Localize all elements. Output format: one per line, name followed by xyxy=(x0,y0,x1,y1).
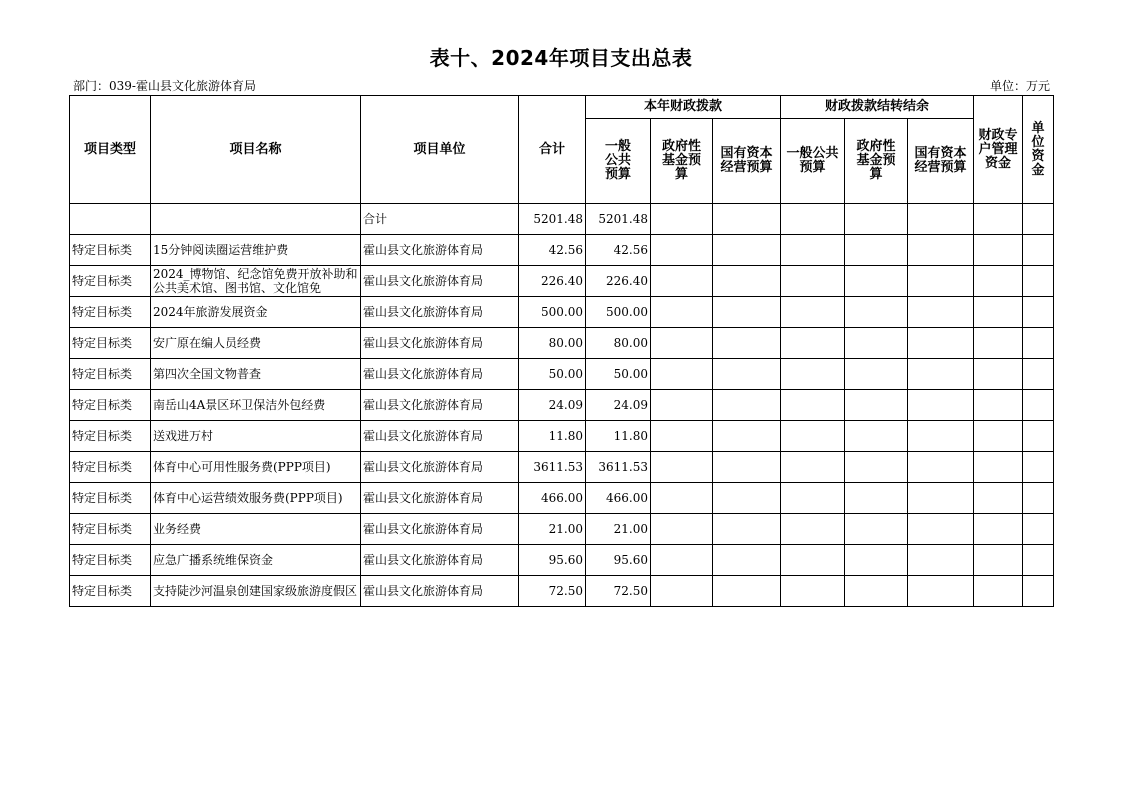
project-total-cell: 24.09 xyxy=(519,390,586,421)
empty-cell xyxy=(1023,328,1054,359)
empty-cell xyxy=(1023,483,1054,514)
project-general-cell: 95.60 xyxy=(586,545,651,576)
project-name-cell: 2024_博物馆、纪念馆免费开放补助和公共美术馆、图书馆、文化馆免 xyxy=(151,266,361,297)
project-name-cell: 应急广播系统维保资金 xyxy=(151,545,361,576)
empty-cell xyxy=(781,514,845,545)
project-type-cell: 特定目标类 xyxy=(70,328,151,359)
project-total-cell: 226.40 xyxy=(519,266,586,297)
empty-cell xyxy=(1023,514,1054,545)
table-row xyxy=(70,328,1054,359)
empty-cell xyxy=(845,235,908,266)
table-row xyxy=(70,421,1054,452)
empty-cell xyxy=(908,421,974,452)
empty-cell xyxy=(781,297,845,328)
department-label: 部门：039-霍山县文化旅游体育局 xyxy=(73,79,256,93)
project-name-cell: 南岳山4A景区环卫保洁外包经费 xyxy=(151,390,361,421)
empty-cell xyxy=(974,514,1023,545)
project-general-cell: 50.00 xyxy=(586,359,651,390)
empty-cell xyxy=(713,235,781,266)
empty-cell xyxy=(908,545,974,576)
empty-cell xyxy=(908,204,974,235)
empty-cell xyxy=(974,421,1023,452)
empty-cell xyxy=(781,421,845,452)
header-org: 项目单位 xyxy=(361,96,519,204)
empty-cell xyxy=(651,328,713,359)
project-general-cell: 72.50 xyxy=(586,576,651,607)
header-state-capital: 国有资本经营预算 xyxy=(713,119,781,204)
empty-cell xyxy=(845,576,908,607)
project-type-cell: 特定目标类 xyxy=(70,359,151,390)
table-row xyxy=(70,483,1054,514)
empty-cell xyxy=(651,297,713,328)
project-total-cell: 95.60 xyxy=(519,545,586,576)
empty-cell xyxy=(713,266,781,297)
empty-cell xyxy=(651,204,713,235)
empty-cell xyxy=(845,545,908,576)
project-org-cell: 霍山县文化旅游体育局 xyxy=(361,514,519,545)
empty-cell xyxy=(781,483,845,514)
empty-cell xyxy=(651,359,713,390)
header-name: 项目名称 xyxy=(151,96,361,204)
project-type-cell: 特定目标类 xyxy=(70,514,151,545)
header-carry-gov-fund: 政府性基金预算 xyxy=(845,119,908,204)
empty-cell xyxy=(974,328,1023,359)
empty-cell xyxy=(908,514,974,545)
project-type-cell: 特定目标类 xyxy=(70,452,151,483)
header-general: 一般公共预算 xyxy=(586,119,651,204)
empty-cell xyxy=(845,452,908,483)
project-org-cell: 霍山县文化旅游体育局 xyxy=(361,266,519,297)
empty-cell xyxy=(713,421,781,452)
header-unit-funds: 单位资金 xyxy=(1023,96,1054,204)
empty-cell xyxy=(1023,204,1054,235)
project-org-cell: 霍山县文化旅游体育局 xyxy=(361,235,519,266)
project-org-cell: 霍山县文化旅游体育局 xyxy=(361,421,519,452)
empty-cell xyxy=(1023,390,1054,421)
empty-cell xyxy=(713,576,781,607)
total-type-cell xyxy=(70,204,151,235)
project-org-cell: 霍山县文化旅游体育局 xyxy=(361,297,519,328)
unit-label: 单位：万元 xyxy=(989,79,1050,93)
project-type-cell: 特定目标类 xyxy=(70,297,151,328)
empty-cell xyxy=(651,390,713,421)
header-group-current: 本年财政拨款 xyxy=(586,96,781,119)
empty-cell xyxy=(845,297,908,328)
empty-cell xyxy=(713,328,781,359)
project-general-cell: 80.00 xyxy=(586,328,651,359)
project-name-cell: 15分钟阅读圈运营维护费 xyxy=(151,235,361,266)
empty-cell xyxy=(845,328,908,359)
empty-cell xyxy=(781,235,845,266)
project-general-cell: 24.09 xyxy=(586,390,651,421)
total-sum-cell: 5201.48 xyxy=(519,204,586,235)
project-general-cell: 42.56 xyxy=(586,235,651,266)
empty-cell xyxy=(651,483,713,514)
project-general-cell: 466.00 xyxy=(586,483,651,514)
table-row xyxy=(70,235,1054,266)
empty-cell xyxy=(1023,421,1054,452)
project-org-cell: 霍山县文化旅游体育局 xyxy=(361,576,519,607)
empty-cell xyxy=(781,204,845,235)
header-gov-fund: 政府性基金预算 xyxy=(651,119,713,204)
project-rows xyxy=(70,235,1054,607)
empty-cell xyxy=(974,452,1023,483)
project-org-cell: 霍山县文化旅游体育局 xyxy=(361,328,519,359)
empty-cell xyxy=(974,545,1023,576)
empty-cell xyxy=(974,235,1023,266)
project-name-cell: 安广原在编人员经费 xyxy=(151,328,361,359)
empty-cell xyxy=(908,576,974,607)
empty-cell xyxy=(651,421,713,452)
table-row xyxy=(70,576,1054,607)
project-name-cell: 第四次全国文物普查 xyxy=(151,359,361,390)
empty-cell xyxy=(651,576,713,607)
project-total-cell: 466.00 xyxy=(519,483,586,514)
empty-cell xyxy=(908,483,974,514)
empty-cell xyxy=(845,359,908,390)
project-general-cell: 226.40 xyxy=(586,266,651,297)
header-group-carry: 财政拨款结转结余 xyxy=(781,96,974,119)
empty-cell xyxy=(974,297,1023,328)
project-name-cell: 体育中心可用性服务费(PPP项目) xyxy=(151,452,361,483)
empty-cell xyxy=(1023,576,1054,607)
empty-cell xyxy=(908,297,974,328)
empty-cell xyxy=(1023,266,1054,297)
empty-cell xyxy=(1023,297,1054,328)
project-type-cell: 特定目标类 xyxy=(70,390,151,421)
empty-cell xyxy=(1023,545,1054,576)
table-row xyxy=(70,545,1054,576)
project-type-cell: 特定目标类 xyxy=(70,421,151,452)
empty-cell xyxy=(1023,235,1054,266)
empty-cell xyxy=(908,359,974,390)
empty-cell xyxy=(713,390,781,421)
project-org-cell: 霍山县文化旅游体育局 xyxy=(361,390,519,421)
project-type-cell: 特定目标类 xyxy=(70,235,151,266)
empty-cell xyxy=(845,483,908,514)
table-row xyxy=(70,297,1054,328)
empty-cell xyxy=(974,266,1023,297)
empty-cell xyxy=(845,514,908,545)
empty-cell xyxy=(974,576,1023,607)
project-name-cell: 送戏进万村 xyxy=(151,421,361,452)
empty-cell xyxy=(713,204,781,235)
empty-cell xyxy=(781,266,845,297)
empty-cell xyxy=(781,328,845,359)
table-row xyxy=(70,390,1054,421)
project-total-cell: 11.80 xyxy=(519,421,586,452)
empty-cell xyxy=(974,359,1023,390)
project-expenditure-table xyxy=(69,95,1054,607)
empty-cell xyxy=(713,483,781,514)
total-row xyxy=(70,204,1054,235)
empty-cell xyxy=(713,297,781,328)
header-carry-state-capital: 国有资本经营预算 xyxy=(908,119,974,204)
project-type-cell: 特定目标类 xyxy=(70,576,151,607)
empty-cell xyxy=(781,359,845,390)
empty-cell xyxy=(908,452,974,483)
empty-cell xyxy=(908,328,974,359)
project-general-cell: 500.00 xyxy=(586,297,651,328)
empty-cell xyxy=(713,359,781,390)
table-row xyxy=(70,266,1054,297)
total-name-cell xyxy=(151,204,361,235)
project-name-cell: 体育中心运营绩效服务费(PPP项目) xyxy=(151,483,361,514)
project-total-cell: 3611.53 xyxy=(519,452,586,483)
empty-cell xyxy=(651,235,713,266)
empty-cell xyxy=(845,390,908,421)
project-name-cell: 业务经费 xyxy=(151,514,361,545)
project-type-cell: 特定目标类 xyxy=(70,545,151,576)
page-title: 表十、2024年项目支出总表 xyxy=(429,46,693,70)
project-total-cell: 50.00 xyxy=(519,359,586,390)
project-name-cell: 2024年旅游发展资金 xyxy=(151,297,361,328)
empty-cell xyxy=(845,421,908,452)
empty-cell xyxy=(781,452,845,483)
project-name-cell: 支持陡沙河温泉创建国家级旅游度假区 xyxy=(151,576,361,607)
project-total-cell: 80.00 xyxy=(519,328,586,359)
empty-cell xyxy=(651,266,713,297)
table-row xyxy=(70,514,1054,545)
empty-cell xyxy=(974,390,1023,421)
empty-cell xyxy=(1023,359,1054,390)
table-row xyxy=(70,452,1054,483)
project-general-cell: 3611.53 xyxy=(586,452,651,483)
header-special-account: 财政专户管理资金 xyxy=(974,96,1023,204)
header-total: 合计 xyxy=(519,96,586,204)
project-type-cell: 特定目标类 xyxy=(70,266,151,297)
project-total-cell: 72.50 xyxy=(519,576,586,607)
header-type: 项目类型 xyxy=(70,96,151,204)
empty-cell xyxy=(781,390,845,421)
empty-cell xyxy=(651,545,713,576)
empty-cell xyxy=(713,545,781,576)
empty-cell xyxy=(845,204,908,235)
project-type-cell: 特定目标类 xyxy=(70,483,151,514)
project-total-cell: 21.00 xyxy=(519,514,586,545)
project-org-cell: 霍山县文化旅游体育局 xyxy=(361,545,519,576)
project-org-cell: 霍山县文化旅游体育局 xyxy=(361,359,519,390)
total-org-cell: 合计 xyxy=(361,204,519,235)
empty-cell xyxy=(781,576,845,607)
empty-cell xyxy=(713,452,781,483)
empty-cell xyxy=(974,483,1023,514)
empty-cell xyxy=(651,452,713,483)
project-total-cell: 500.00 xyxy=(519,297,586,328)
table-row xyxy=(70,359,1054,390)
project-total-cell: 42.56 xyxy=(519,235,586,266)
header-carry-general: 一般公共预算 xyxy=(781,119,845,204)
empty-cell xyxy=(908,390,974,421)
total-general-cell: 5201.48 xyxy=(586,204,651,235)
empty-cell xyxy=(651,514,713,545)
project-general-cell: 21.00 xyxy=(586,514,651,545)
project-org-cell: 霍山县文化旅游体育局 xyxy=(361,452,519,483)
empty-cell xyxy=(908,235,974,266)
project-general-cell: 11.80 xyxy=(586,421,651,452)
empty-cell xyxy=(908,266,974,297)
empty-cell xyxy=(1023,452,1054,483)
project-org-cell: 霍山县文化旅游体育局 xyxy=(361,483,519,514)
empty-cell xyxy=(845,266,908,297)
empty-cell xyxy=(781,545,845,576)
empty-cell xyxy=(974,204,1023,235)
empty-cell xyxy=(713,514,781,545)
